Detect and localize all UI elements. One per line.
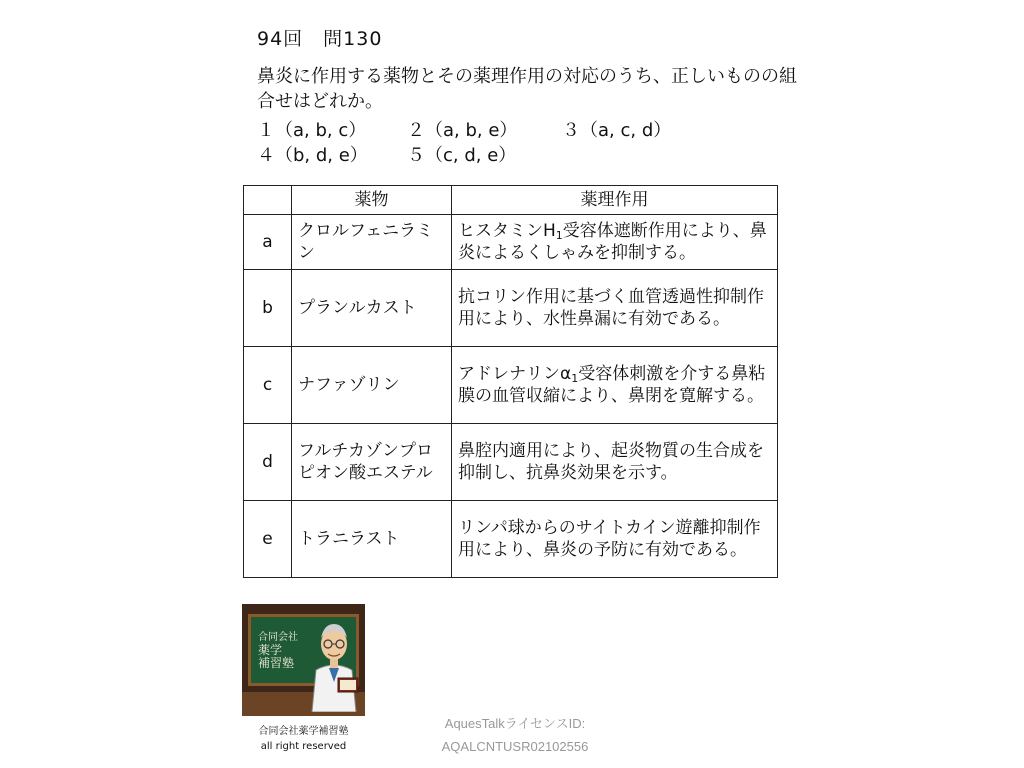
drug-action: ヒスタミン$H_1$受容体遮断作用により、鼻炎によるくしゃみを抑制する。 (452, 215, 778, 270)
drug-name: クロルフェニラミン (292, 215, 452, 270)
header-label (244, 186, 292, 215)
company-logo (242, 604, 365, 716)
row-label: d (244, 424, 292, 501)
choice-2: ２（a, b, e） (407, 120, 518, 141)
caption-rights: all right reserved (260, 741, 347, 752)
table-row (244, 215, 778, 270)
table-row (244, 270, 778, 347)
board-text-line: 合同会社 (258, 632, 298, 643)
table-row (244, 347, 778, 424)
drug-action: リンパ球からのサイトカイン遊離抑制作用により、鼻炎の予防に有効である。 (452, 501, 778, 578)
drug-action: 鼻腔内適用により、起炎物質の生合成を抑制し、抗鼻炎効果を示す。 (452, 424, 778, 501)
header-action: 薬理作用 (452, 186, 778, 215)
drug-action: 抗コリン作用に基づく血管透過性抑制作用により、水性鼻漏に有効である。 (452, 270, 778, 347)
table-row (244, 501, 778, 578)
logo-caption (242, 724, 365, 754)
choice-5: ５（c, d, e） (407, 145, 517, 166)
row-label: b (244, 270, 292, 347)
choice-1: １（a, b, c） (257, 120, 367, 141)
drug-action: アドレナリン$\alpha_1$受容体刺激を介する鼻粘膜の血管収縮により、鼻閉を寛解する。 (452, 347, 778, 424)
question-title: 94回 問130 (257, 28, 383, 50)
row-label: e (244, 501, 292, 578)
drug-action-table (243, 185, 778, 578)
teacher-illustration (304, 612, 364, 712)
table-row (244, 424, 778, 501)
license-id: AQALCNTUSR02102556 (441, 739, 589, 754)
license-text (420, 712, 610, 758)
board-text-line: 補習塾 (258, 656, 295, 670)
table-header-row (244, 186, 778, 215)
drug-name: フルチカゾンプロピオン酸エステル (292, 424, 452, 501)
row-label: a (244, 215, 292, 270)
drug-name: ナファゾリン (292, 347, 452, 424)
drug-name: トラニラスト (292, 501, 452, 578)
board-text-line: 薬学 (258, 643, 283, 657)
drug-name: プランルカスト (292, 270, 452, 347)
question-stem: 鼻炎に作用する薬物とその薬理作用の対応のうち、正しいものの組合せはどれか。 (257, 66, 797, 112)
row-label: c (244, 347, 292, 424)
caption-company: 合同会社薬学補習塾 (258, 726, 349, 737)
header-drug: 薬物 (292, 186, 452, 215)
choice-4: ４（b, d, e） (257, 145, 368, 166)
license-line: AquesTalkライセンスID: (444, 716, 586, 731)
choice-3: ３（a, c, d） (562, 120, 672, 141)
